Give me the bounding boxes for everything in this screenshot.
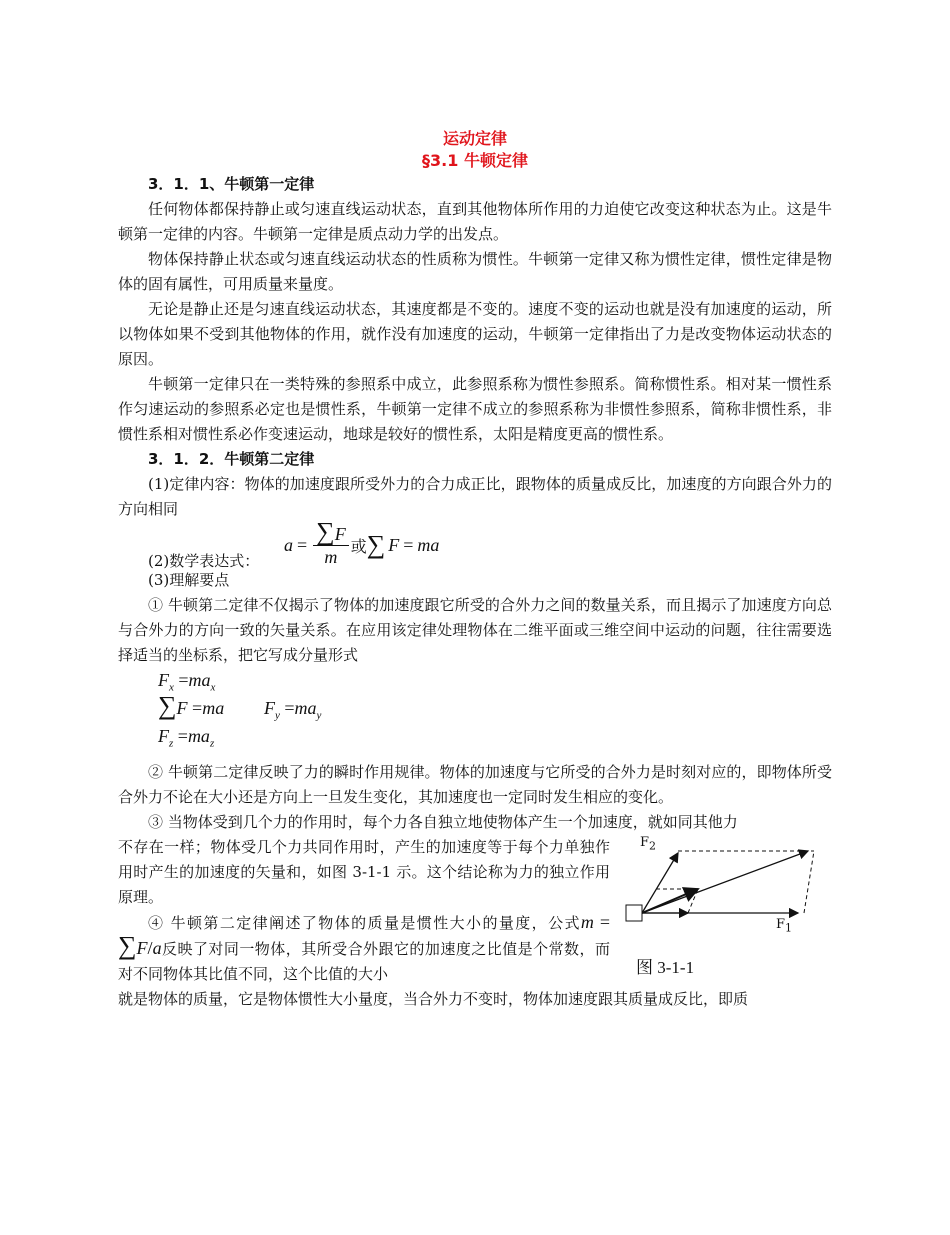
sigma-symbol: ∑ [316, 517, 335, 546]
f2-arrow [642, 853, 678, 913]
formula-line [118, 517, 832, 570]
figure-wrap-block [118, 835, 832, 987]
figure-drawing [618, 843, 832, 953]
formula-a: a [284, 534, 293, 555]
label-f2: $F_2$ [640, 835, 657, 853]
equation-fx: $F_x =ma_x$ [158, 670, 216, 694]
newton-second-law-formula [284, 517, 440, 568]
formula-f: F [388, 534, 400, 555]
heading-newton-first-law: 3．1．1、牛顿第一定律 [148, 175, 315, 193]
paragraph: 牛顿第一定律只在一类特殊的参照系中成立，此参照系称为惯性参照系。简称惯性系。相对某一惯性系作匀速运动的参照系必定也是惯性系，牛顿第一定律不成立的参照系称为非惯性参照系，简称非惯性系，非惯性系相对惯性系必作变速运动，地球是较好的惯性系，太阳是精度更高的惯性系。 [118, 375, 832, 443]
label-f1: $F_1$ [776, 917, 793, 935]
paragraph: 物体保持静止状态或匀速直线运动状态的性质称为惯性。牛顿第一定律又称为惯性定律，惯性定律是物体的固有属性，可用质量来量度。 [118, 250, 832, 293]
force-parallelogram-figure [618, 835, 832, 981]
equation-sum: ∑F =ma [158, 691, 225, 720]
section-title: §3.1 牛顿定律 [422, 151, 528, 170]
dashed-right [804, 851, 814, 913]
body-square [626, 905, 642, 921]
resultant-force-arrow [642, 851, 808, 913]
paragraph: ② 牛顿第二定律反映了力的瞬时作用规律。物体的加速度与它所受的合外力是时刻对应的，即物体所受合外力不论在大小还是方向上一旦发生变化，其加速度也一定同时发生相应的变化。 [118, 763, 832, 806]
paragraph: (1)定律内容：物体的加速度跟所受外力的合力成正比，跟物体的质量成反比，加速度的方向跟合外力的方向相同 [118, 475, 832, 518]
paragraph: 无论是静止还是匀速直线运动状态，其速度都是不变的。速度不变的运动也就是没有加速度的运动，所以物体如果不受到其他物体的作用，就作没有加速度的运动，牛顿第一定律指出了力是改变物体运动状态的原因。 [118, 300, 832, 368]
chapter-title: 运动定律 [442, 129, 507, 148]
paragraph: 不存在一样；物体受几个力共同作用时，产生的加速度等于每个力单独作用时产生的加速度的矢量和，如图 3-1-1 示。这个结论称为力的独立作用原理。 [118, 838, 610, 906]
equation-fy: $F_y =ma_y$ [264, 698, 322, 722]
paragraph: ④ 牛顿第二定律阐述了物体的质量是惯性大小的量度，公式m = ∑F/a反映了对同一物体，其所受合外跟它的加速度之比值是个常数，而对不同物体其比值不同，这个比值的大小 [118, 912, 610, 983]
paragraph: 就是物体的质量，它是物体惯性大小量度，当合外力不变时，物体加速度跟其质量成反比，即质 [118, 990, 749, 1008]
component-equations [118, 670, 832, 754]
formula-ma: ma [417, 534, 440, 555]
heading-newton-second-law: 3．1．2．牛顿第二定律 [148, 450, 315, 468]
paragraph: 任何物体都保持静止或匀速直线运动状态，直到其他物体所作用的力迫使它改变这种状态为止。这是牛顿第一定律的内容。牛顿第一定律是质点动力学的出发点。 [118, 200, 832, 243]
formula-or: 或 [350, 538, 367, 556]
formula-label: (2)数学表达式： [148, 552, 260, 570]
paragraph: ① 牛顿第二定律不仅揭示了物体的加速度跟它所受的合外力之间的数量关系，而且揭示了加速度方向总与合外力的方向一致的矢量关系。在应用该定律处理物体在二维平面或三维空间中运动的问题，往往需要选择适当的坐标系，把它写成分量形式 [118, 596, 832, 664]
formula-equals: = [297, 534, 308, 555]
sigma-symbol: ∑ [366, 530, 386, 559]
formula-f: F [334, 524, 346, 544]
formula-fraction [313, 517, 349, 568]
paragraph: (3)理解要点 [148, 571, 230, 589]
fraction-denominator: m [324, 547, 338, 567]
mass-formula: m = ∑F/a [118, 912, 610, 960]
equation-fz: $F_z =ma_z$ [158, 726, 215, 750]
document-page [118, 128, 832, 1012]
fraction-numerator [313, 517, 349, 546]
formula-equals: = [403, 534, 414, 555]
paragraph: ③ 当物体受到几个力的作用时，每个力各自独立地使物体产生一个加速度，就如同其他力 [148, 813, 738, 831]
figure-caption: 图 3-1-1 [636, 958, 695, 977]
